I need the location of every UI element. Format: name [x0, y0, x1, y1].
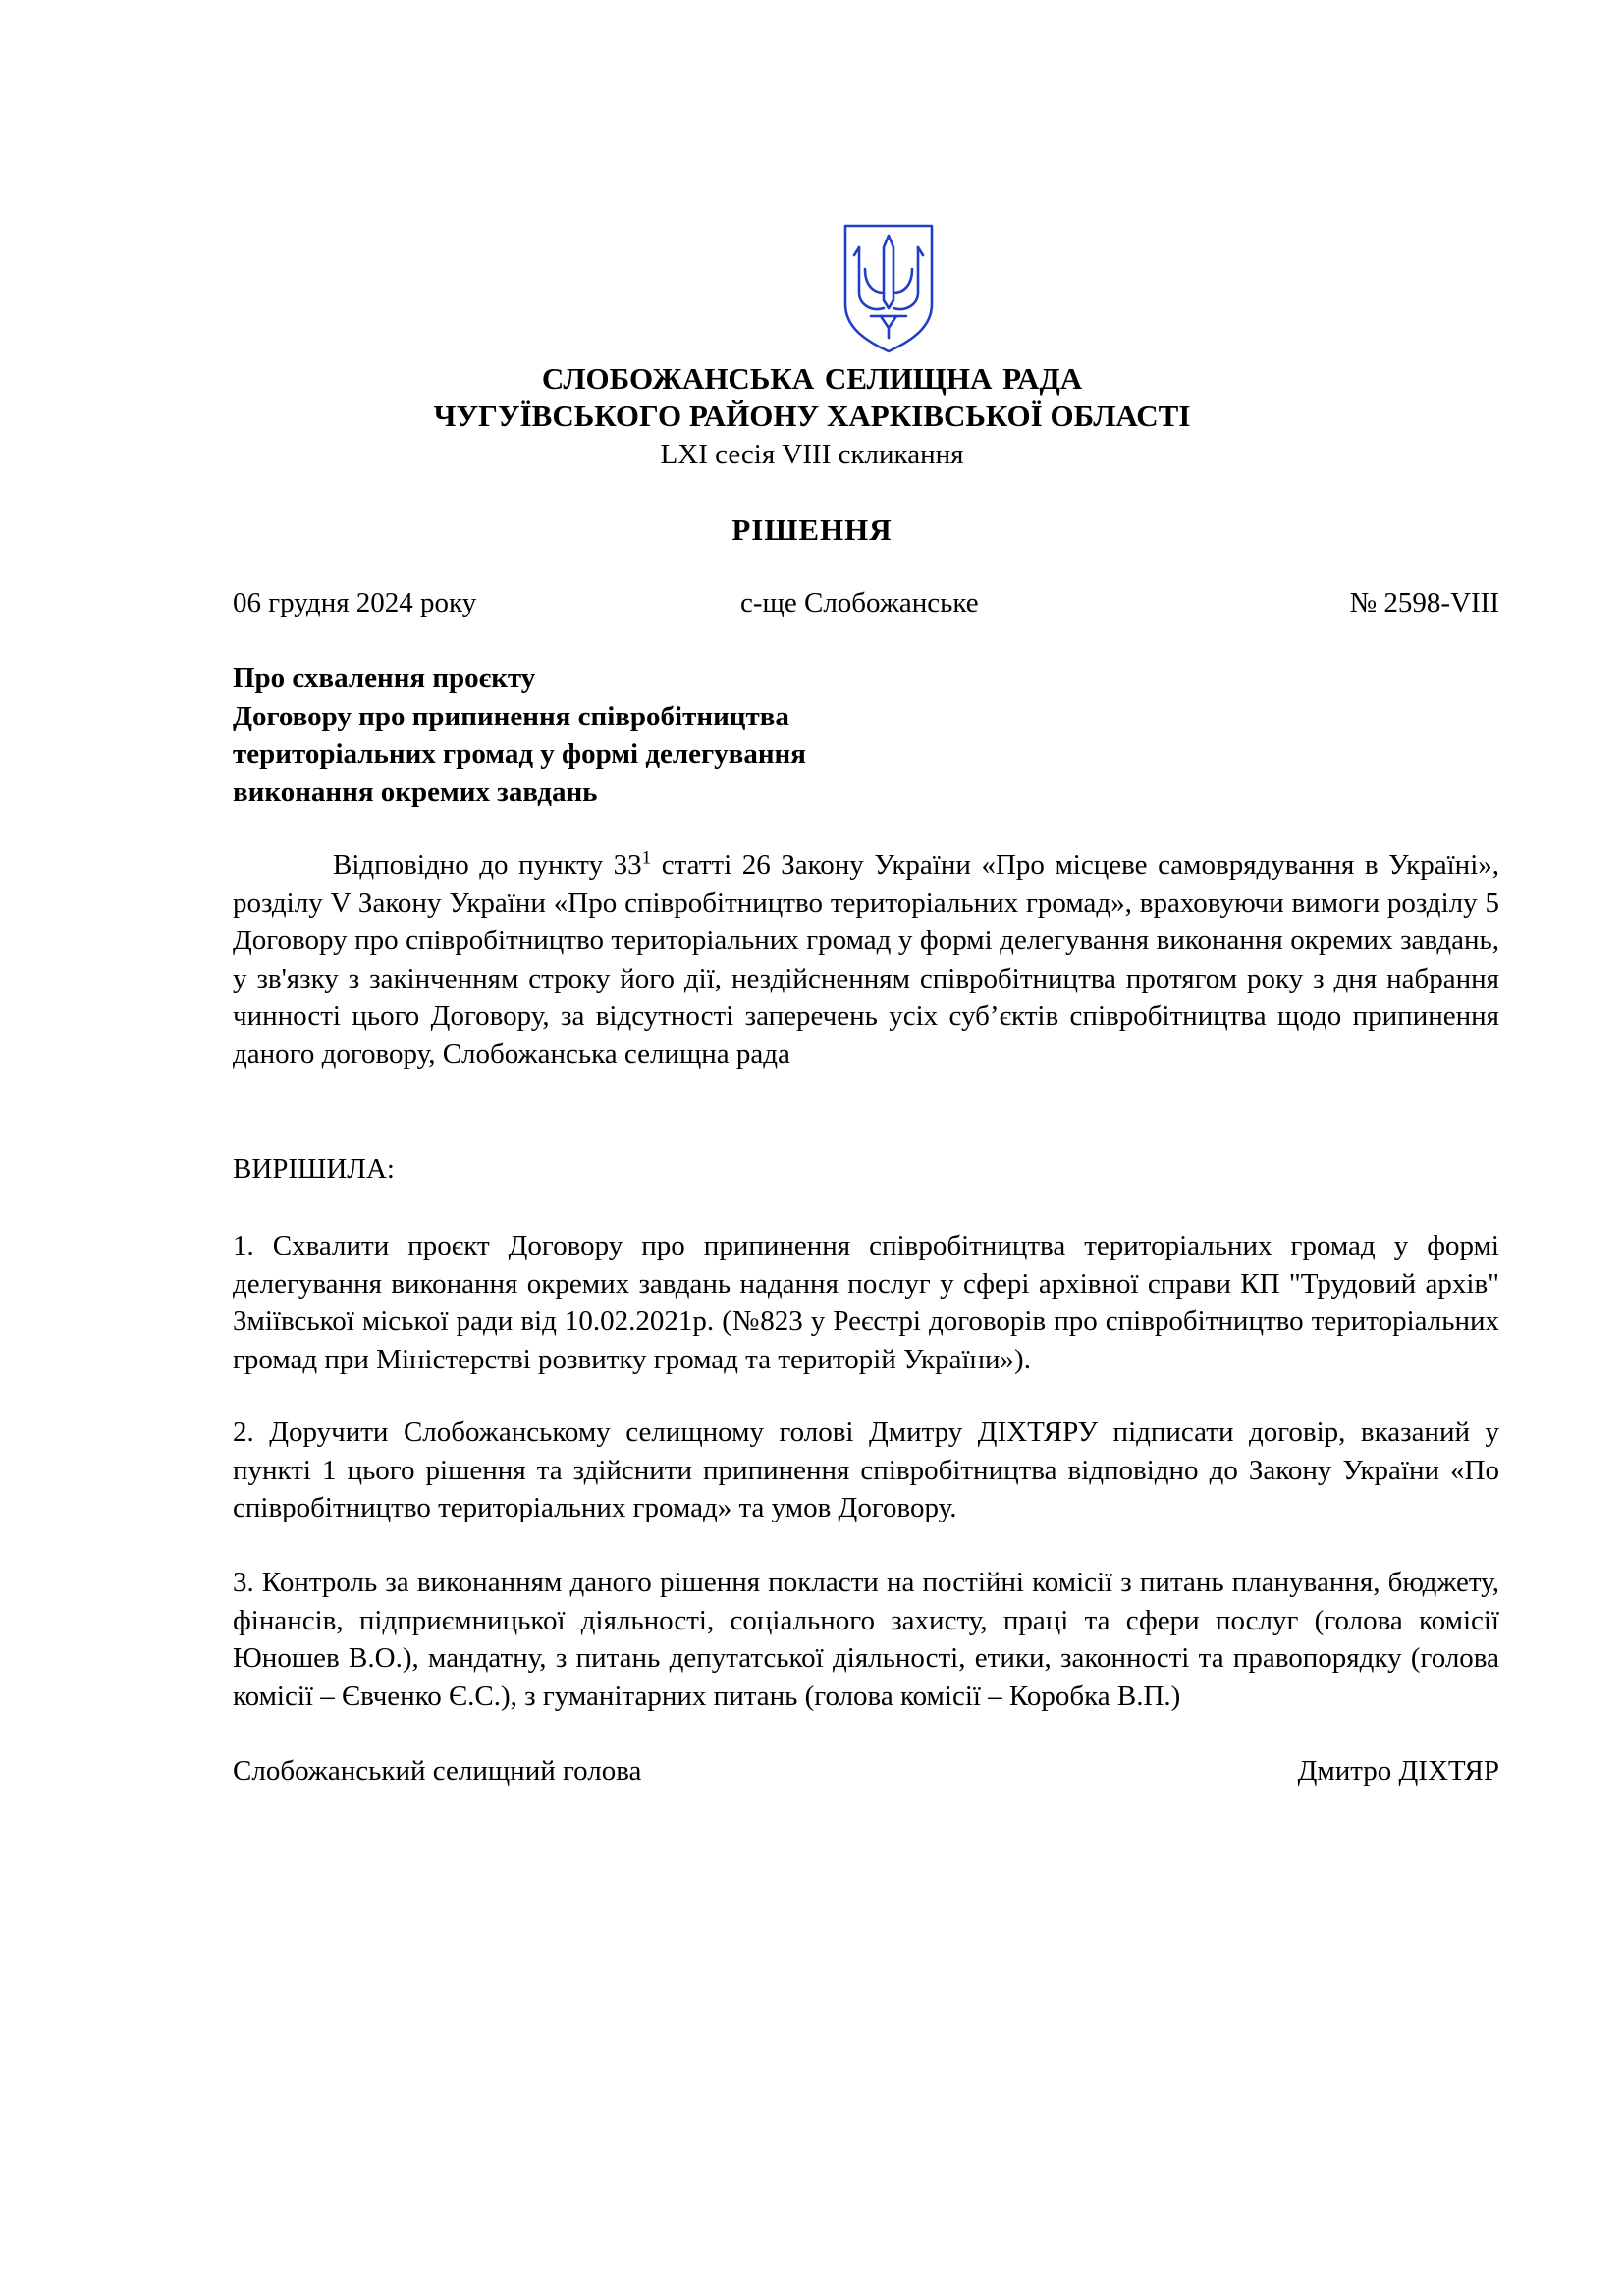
signatory-name: Дмитро ДІХТЯР	[1297, 1755, 1499, 1787]
document-place: с-ще Слобожанське	[740, 587, 979, 618]
document-type: РІШЕННЯ	[731, 512, 893, 547]
signature-row	[233, 1751, 1499, 1792]
district-name: ЧУГУЇВСЬКОГО РАЙОНУ ХАРКІВСЬКОЇ ОБЛАСТІ	[433, 399, 1191, 433]
document-meta-row	[233, 583, 1499, 624]
decision-item-3: 3. Контроль за виконанням даного рішення покласти на постійні комісії з питань планування, бюджету, фінансів, підприємницької діяльності, соціального захисту, праці та сфери послуг (голова комісії Юношев В.О.), мандатну, з питань депутатської діяльності, етики, законності та правопорядку (голова комісії – Євченко Є.С.), з гуманітарних питань (голова комісії – Коробка В.П.)	[233, 1567, 1499, 1712]
document-number: № 2598-VIII	[1349, 587, 1499, 618]
document-date: 06 грудня 2024 року	[233, 587, 477, 618]
signatory-title: Слобожанський селищний голова	[233, 1755, 642, 1787]
decision-item-1: 1. Схвалити проєкт Договору про припинення співробітництва територіальних громад у формі делегування виконання окремих завдань надання послуг у сфері архівної справи КП "Трудовий архів" Зміївської міської ради від 10.02.2021р. (№823 у Реєстрі договорів про співробітництво територіальних громад при Міністерстві розвитку громад та територій України»).	[233, 1230, 1499, 1375]
trident-coat-of-arms-icon	[841, 222, 936, 355]
subject-line: Договору про припинення співробітництва	[233, 700, 789, 732]
decided-heading: ВИРІШИЛА:	[233, 1153, 395, 1185]
preamble-start: Відповідно до пункту 33	[333, 849, 642, 881]
preamble-superscript: 1	[641, 847, 652, 869]
decision-item-2: 2. Доручити Слобожанському селищному голові Дмитру ДІХТЯРУ підписати договір, вказаний у пункті 1 цього рішення та здійснити припинення співробітництва відповідно до Закону України «По співробітництво територіальних громад» та умов Договору.	[233, 1416, 1499, 1523]
preamble-rest: статті 26 Закону України «Про місцеве самоврядування в Україні», розділу V Закону України «Про співробітництво територіальних громад», враховуючи вимоги розділу 5 Договору про співробітництво територіальних громад у формі делегування виконання окремих завдань, у зв'язку з закінченням строку його дії, нездійсненням співробітництва протягом року з дня набрання чинності цього Договору, за відсутності заперечень усіх суб’єктів співробітництва щодо припинення даного договору, Слобожанська селищна рада	[233, 849, 1500, 1070]
subject-line: Про схвалення проєкту	[233, 663, 536, 694]
subject-line: територіальних громад у формі делегування	[233, 738, 806, 770]
document-subject	[233, 660, 1116, 811]
subject-line: виконання окремих завдань	[233, 775, 598, 808]
preamble-paragraph	[233, 846, 1499, 1073]
council-name: СЛОБОЖАНСЬКА СЕЛИЩНА РАДА	[541, 361, 1083, 396]
session-info: LXI сесія VIII скликання	[660, 439, 964, 470]
